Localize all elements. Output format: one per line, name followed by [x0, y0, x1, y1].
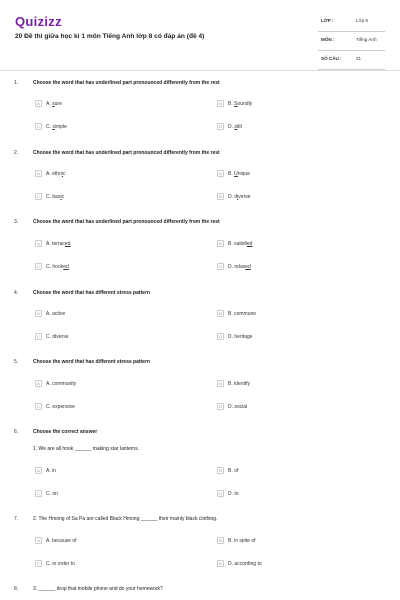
option-a[interactable] [35, 537, 77, 544]
meta-label: LỚP : [321, 18, 334, 23]
option-text: C. basic [46, 193, 65, 200]
option-text: D. stilt [228, 123, 242, 130]
option-d[interactable] [217, 333, 252, 340]
option-a[interactable] [35, 380, 76, 387]
option-letter-box: C [35, 123, 42, 130]
option-letter-box: A [35, 240, 42, 247]
option-c[interactable] [35, 333, 69, 340]
option-a[interactable] [35, 310, 65, 317]
option-text: B. satisfied [228, 240, 253, 247]
document-title: 20 Đề thi giữa học kì 1 môn Tiếng Anh lớp 8 có đáp án (đề 4) [15, 33, 205, 40]
option-letter-box: B [217, 537, 224, 544]
option-letter-box: B [217, 467, 224, 474]
option-text: C. expensive [46, 403, 75, 410]
option-letter-box: C [35, 263, 42, 270]
meta-row-class [318, 13, 385, 32]
question-text: Choose the word that has different stress pattern [33, 359, 150, 365]
option-letter-box: D [217, 560, 224, 567]
option-d[interactable] [217, 263, 251, 270]
meta-row-subject [318, 32, 385, 51]
option-a[interactable] [35, 170, 65, 177]
option-letter-box: C [35, 490, 42, 497]
option-text: B. commune [228, 310, 257, 317]
option-letter-box: C [35, 333, 42, 340]
option-letter-box: A [35, 170, 42, 177]
option-b[interactable] [217, 310, 256, 317]
meta-value: Lớp 8 [356, 18, 368, 23]
option-letter-box: D [217, 403, 224, 410]
header-divider [0, 70, 400, 71]
option-letter-box: A [35, 100, 42, 107]
option-letter-box: C [35, 193, 42, 200]
option-letter-box: B [217, 240, 224, 247]
question-number: 8. [14, 586, 19, 592]
question-text: Choose the correct answer [33, 429, 98, 435]
option-letter-box: B [217, 100, 224, 107]
option-text: C. in order to [46, 560, 75, 567]
option-b[interactable] [217, 537, 256, 544]
option-c[interactable] [35, 403, 75, 410]
option-a[interactable] [35, 100, 62, 107]
option-letter-box: B [217, 170, 224, 177]
meta-value: 21 [356, 56, 362, 61]
option-letter-box: D [217, 193, 224, 200]
option-letter-box: B [217, 380, 224, 387]
option-text: B. Unique [228, 170, 250, 177]
quizizz-logo: Quizizz [15, 14, 62, 29]
option-text: D. according to [228, 560, 262, 567]
question-text: Choose the word that has different stress pattern [33, 290, 150, 296]
option-letter-box: A [35, 380, 42, 387]
question-text: Choose the word that has underlined part pronounced differently from the rest [33, 80, 220, 86]
option-b[interactable] [217, 240, 252, 247]
option-text: A. active [46, 310, 66, 317]
question-sub-text: 2. The Hmong of Sa Pa are called Black Hmong ______ their mainly black clothing. [33, 516, 218, 522]
option-letter-box: C [35, 560, 42, 567]
option-c[interactable] [35, 560, 75, 567]
option-text: B. identify [228, 380, 250, 387]
option-text: D. social [228, 403, 248, 410]
option-text: C. on [46, 490, 58, 497]
option-letter-box: C [35, 403, 42, 410]
option-letter-box: B [217, 310, 224, 317]
meta-row-count [318, 51, 385, 70]
option-b[interactable] [217, 100, 252, 107]
option-b[interactable] [217, 380, 250, 387]
option-text: D. heritage [228, 333, 253, 340]
question-number: 7. [14, 516, 19, 522]
option-d[interactable] [217, 560, 262, 567]
option-d[interactable] [217, 490, 239, 497]
meta-label: SỐ CÂU : [321, 56, 342, 61]
option-letter-box: D [217, 263, 224, 270]
option-text: D. diverse [228, 193, 251, 200]
question-text: Choose the word that has underlined part pronounced differently from the rest [33, 219, 220, 225]
question-text: Choose the word that has underlined part pronounced differently from the rest [33, 150, 220, 156]
option-text: A. in [46, 467, 57, 474]
option-c[interactable] [35, 123, 67, 130]
option-b[interactable] [217, 467, 238, 474]
question-sub-text: 1. We are all hook ______ making star lanterns. [33, 446, 140, 452]
question-number: 4. [14, 290, 19, 296]
option-text: C. simple [46, 123, 67, 130]
option-letter-box: A [35, 467, 42, 474]
meta-box [318, 13, 385, 70]
option-a[interactable] [35, 467, 56, 474]
option-text: A. terraced [46, 240, 71, 247]
question-number: 5. [14, 359, 19, 365]
option-c[interactable] [35, 193, 64, 200]
option-letter-box: D [217, 490, 224, 497]
question-number: 6. [14, 429, 19, 435]
option-a[interactable] [35, 240, 70, 247]
option-text: A. community [46, 380, 77, 387]
option-text: C. hooked [46, 263, 69, 270]
option-c[interactable] [35, 490, 58, 497]
option-text: D. to [228, 490, 239, 497]
option-d[interactable] [217, 123, 242, 130]
option-letter-box: A [35, 310, 42, 317]
option-text: A. ethnic [46, 170, 66, 177]
meta-value: Tiếng Anh [356, 37, 377, 42]
option-text: A. sure [46, 100, 62, 107]
option-letter-box: A [35, 537, 42, 544]
option-d[interactable] [217, 193, 251, 200]
option-letter-box: D [217, 123, 224, 130]
option-b[interactable] [217, 170, 250, 177]
option-text: C. diverse [46, 333, 69, 340]
question-number: 1. [14, 80, 19, 86]
option-c[interactable] [35, 263, 69, 270]
option-text: A. because of [46, 537, 77, 544]
question-number: 3. [14, 219, 19, 225]
option-text: D. relaxed [228, 263, 251, 270]
option-d[interactable] [217, 403, 247, 410]
question-number: 2. [14, 150, 19, 156]
option-text: B. Soundly [228, 100, 253, 107]
option-text: B. in spite of [228, 537, 256, 544]
option-letter-box: D [217, 333, 224, 340]
question-sub-text: 3. ______ drop that mobile phone and do your homework? [33, 586, 163, 592]
meta-label: MÔN : [321, 37, 335, 42]
option-text: B. of [228, 467, 239, 474]
